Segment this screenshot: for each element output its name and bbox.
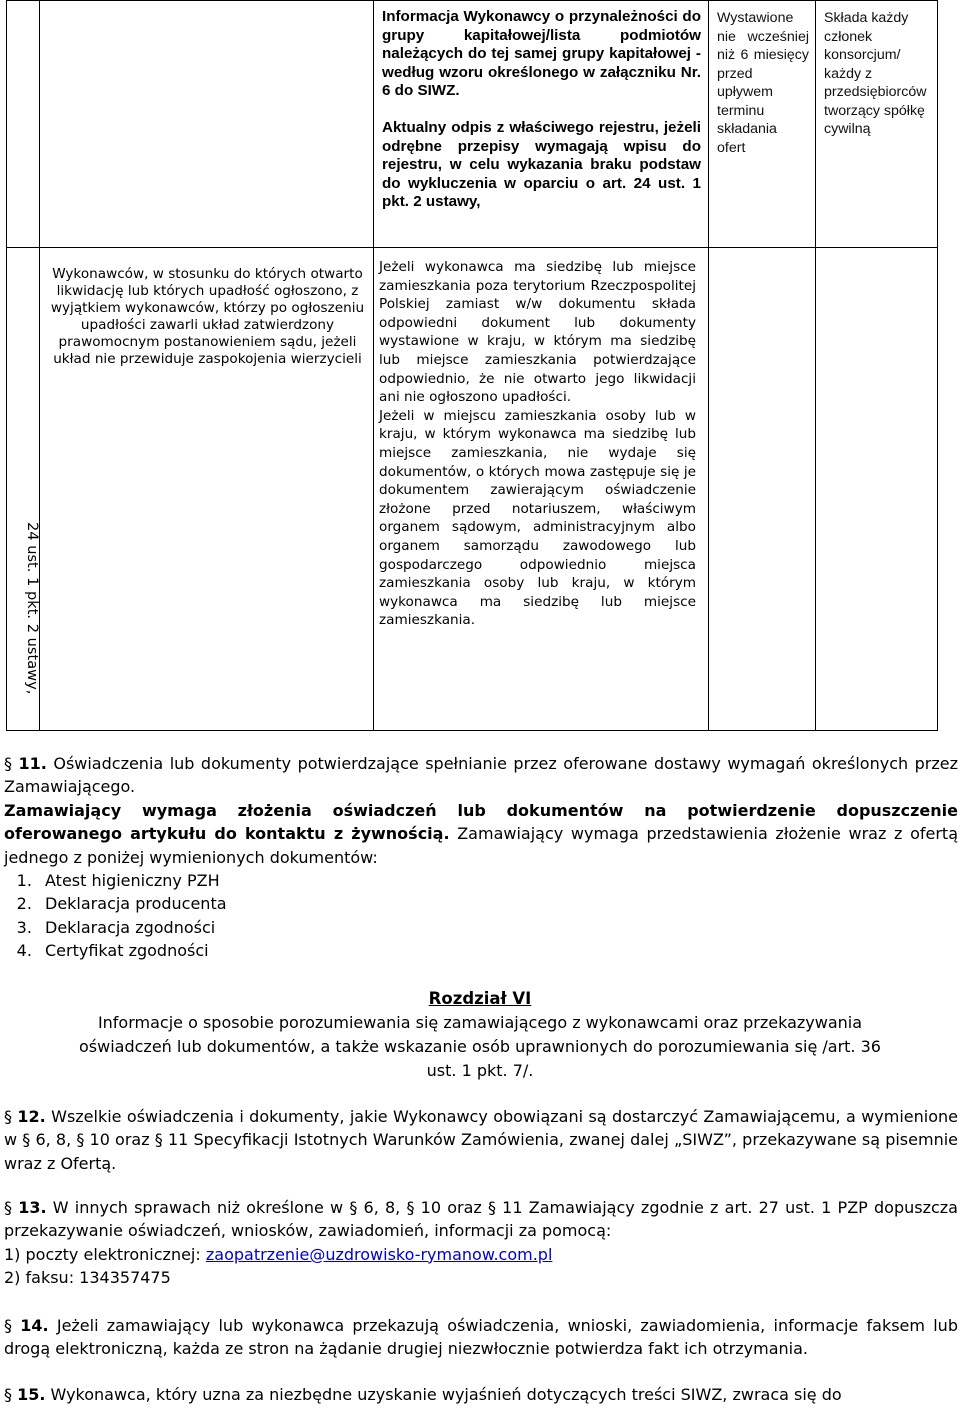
section-13 (4, 1196, 958, 1290)
section-15 (4, 1383, 958, 1406)
section-12 (4, 1105, 958, 1175)
section-12-text: Wszelkie oświadczenia i dokumenty, jakie Wykonawcy obowiązani są dostarczyć Zamawiającemu, a wymienione w § 6, 8, § 10 oraz § 11 Specyfikacji Istotnych Warunków Zamówienia, zwanej dalej „SIWZ”, przekazywane są pisemnie wraz z Ofertą. (4, 1107, 958, 1173)
section-11-paragraph-2 (4, 799, 958, 869)
section-11-text: Oświadczenia lub dokumenty potwierdzające spełnianie przez oferowane dostawy wymagań określonych przez Zamawiającego. (4, 754, 958, 797)
section-15-text: Wykonawca, który uzna za niezbędne uzyskanie wyjaśnień dotyczących treści SIWZ, zwraca się do (50, 1385, 842, 1404)
section-number: 12. (17, 1107, 46, 1126)
food-contact-requirement: Zamawiający wymaga złożenia oświadczeń lub dokumentów na potwierdzenie dopuszczenie oferowanego artykułu do kontaktu z żywnością. (4, 800, 958, 844)
paragraph-sign: § (4, 1107, 12, 1126)
section-13-paragraph (4, 1196, 958, 1243)
foreign-contractor-cell (374, 248, 709, 731)
paragraph-sign: § (4, 1385, 12, 1404)
section-13-text: W innych sprawach niż określone w § 6, 8, § 10 oraz § 11 Zamawiający zgodnie z art. 27 ust. 1 PZP dopuszcza przekazywanie oświadczeń, wniosków, zawiadomień, informacji za pomocą: (4, 1198, 958, 1241)
documents-list (4, 869, 958, 963)
chapter-subtitle: Informacje o sposobie porozumiewania się zamawiającego z wykonawcami oraz przekazywania oświadczeń lub dokumentów, a także wskazanie osób uprawnionych do porozumiewania się /art. 36 ust. 1 pkt. 7/. (79, 1013, 881, 1080)
empty-cell (7, 1, 40, 248)
section-11-paragraph (4, 752, 958, 799)
list-item: 1. Atest higieniczny PZH (37, 869, 958, 892)
section-14-text: Jeżeli zamawiający lub wykonawca przekazują oświadczenia, wnioski, zawiadomienia, informacje faksem lub drogą elektroniczną, każda ze stron na żądanie drugiej niezwłocznie potwierdza fakt ich otrzymania. (4, 1316, 958, 1359)
rotated-article-label: 24 ust. 1 pkt. 2 ustawy, (24, 522, 41, 695)
documents-cell (374, 1, 709, 248)
paragraph-sign: § (4, 754, 12, 773)
table-row (7, 248, 938, 731)
section-14 (4, 1314, 958, 1361)
chapter-heading (0, 987, 960, 1083)
fax-line: 2) faksu: 134357475 (4, 1268, 171, 1288)
list-item: 2. Deklaracja producenta (37, 892, 958, 915)
chapter-title: Rozdział VI (428, 989, 532, 1008)
requirements-table (6, 0, 938, 731)
rotated-label-cell (7, 248, 40, 731)
email-label: 1) poczty elektronicznej: (4, 1244, 206, 1264)
table-row (7, 1, 938, 248)
foreign-documents-paragraph: Jeżeli wykonawca ma siedzibę lub miejsce zamieszkania poza terytorium Rzeczpospolitej Polskiej zamiast w/w dokumentu składa odpowiedni dokument lub dokumenty wystawione w kraju, w którym ma siedzibę lub miejsce zamieszkania potwierdzające odpowiednio, że nie otwarto jego likwidacji ani nie ogłoszono upadłości. (379, 259, 696, 406)
empty-cell (816, 248, 938, 731)
time-requirement-cell: Wystawione nie wcześniej niż 6 miesięcy przed upływem terminu składania ofert (709, 1, 816, 248)
section-14-paragraph (4, 1314, 958, 1361)
section-15-paragraph (4, 1383, 958, 1406)
section-number: 11. (18, 754, 47, 773)
section-number: 14. (20, 1316, 49, 1335)
section-12-paragraph (4, 1105, 958, 1175)
section-number: 15. (17, 1385, 46, 1404)
email-link[interactable]: zaopatrzenie@uzdrowisko-rymanow.com.pl (205, 1244, 553, 1264)
empty-cell (709, 248, 816, 731)
email-line (4, 1243, 958, 1266)
consortium-cell: Składa każdy członek konsorcjum/ każdy z przedsiębiorców tworzący spółkę cywilną (816, 1, 938, 248)
section-11-text-2: Zamawiający wymaga przedstawienia złożenie wraz z ofertą jednego z poniżej wymienionych dokumentów: (4, 824, 958, 867)
register-extract-info: Aktualny odpis z właściwego rejestru, jeżeli odrębne przepisy wymagają wpisu do rejestru, w celu wykazania braku podstaw do wykluczenia w oparciu o art. 24 ust. 1 pkt. 2 ustawy, (382, 118, 701, 211)
paragraph-sign: § (4, 1316, 12, 1335)
capital-group-info: Informacja Wykonawcy o przynależności do grupy kapitałowej/lista podmiotów należących do tej samej grupy kapitałowej - według wzoru określonego w załączniku Nr. 6 do SIWZ. (382, 8, 701, 100)
paragraph-sign: § (4, 1198, 12, 1217)
section-number: 13. (18, 1198, 47, 1217)
contractors-condition-cell: Wykonawców, w stosunku do których otwarto likwidację lub których upadłość ogłoszono, z wyjątkiem wykonawców, którzy po ogłoszeniu upadłości zawarli układ zatwierdzony prawomocnym postanowieniem sądu, jeżeli układ nie przewiduje zaspokojenia wierzycieli (40, 248, 374, 731)
list-item: 3. Deklaracja zgodności (37, 916, 958, 939)
notary-statement-paragraph: Jeżeli w miejscu zamieszkania osoby lub w kraju, w którym wykonawca ma siedzibę lub miejsce zamieszkania, nie wydaje się dokumentów, o których mowa zastępuje się je dokumentem zawierającym oświadczenie złożone przed notariuszem, właściwym organem sądowym, administracyjnym albo organem samorządu zawodowego lub gospodarczego odpowiednio miejsca zamieszkania osoby lub kraju, w którym wykonawca ma siedzibę lub miejsce zamieszkania. (379, 407, 696, 629)
empty-cell (40, 1, 374, 248)
list-item: 4. Certyfikat zgodności (37, 939, 958, 962)
section-11 (4, 752, 958, 963)
